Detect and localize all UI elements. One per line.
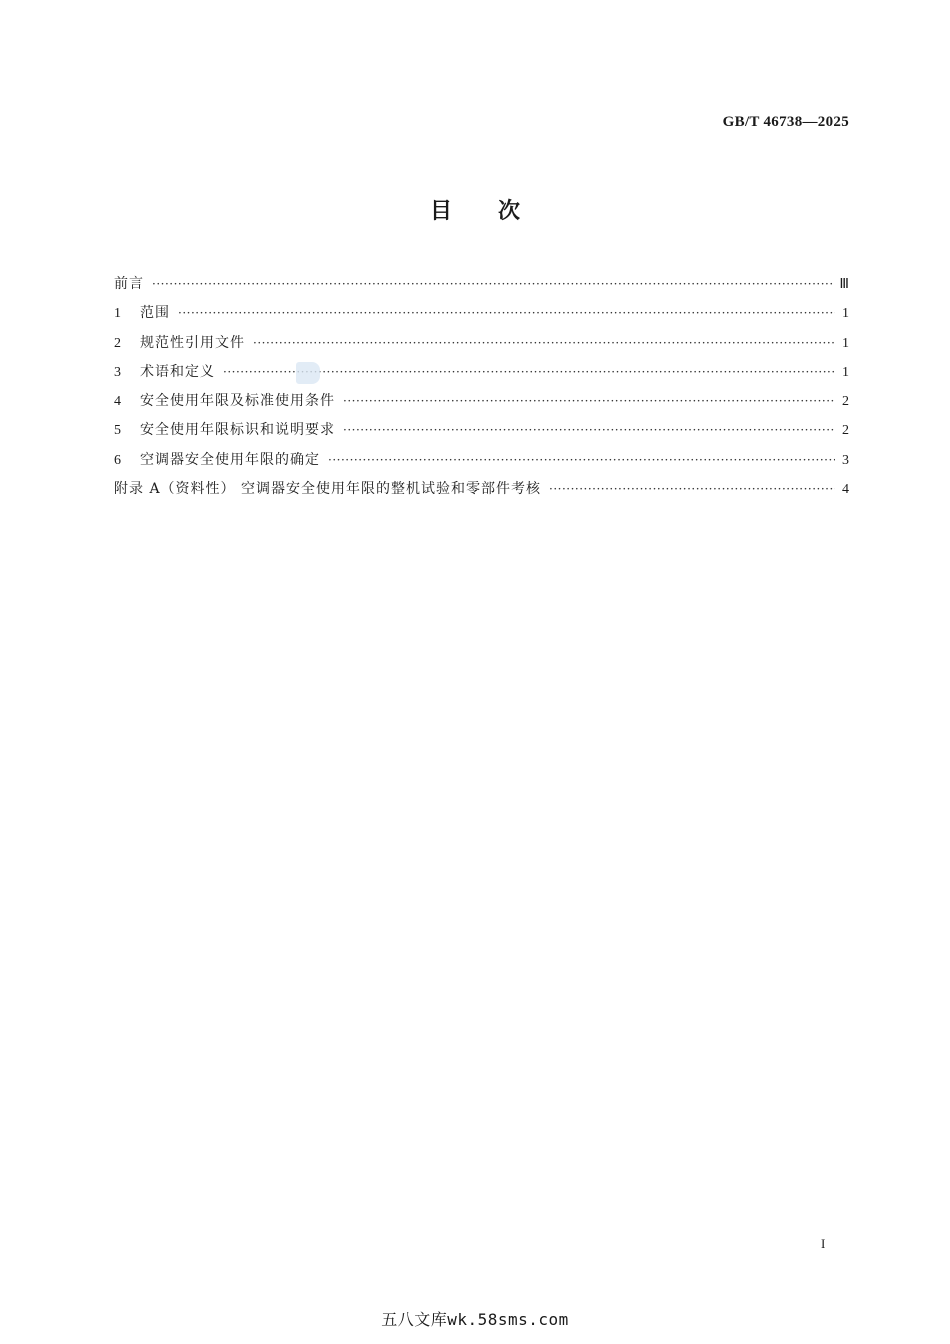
watermark-logo-icon [296, 362, 320, 384]
toc-entry-page: 2 [842, 423, 849, 439]
toc-leader-dots [328, 446, 835, 475]
toc-leader-dots [178, 299, 835, 328]
footer-watermark-text: 五八文库wk.58sms.com [381, 1310, 569, 1329]
toc-entry-6[interactable] [114, 446, 849, 475]
toc-entry-4[interactable] [114, 387, 849, 416]
toc-entry-label: 附录 A（资料性） 空调器安全使用年限的整机试验和零部件考核 [114, 481, 542, 498]
toc-leader-dots [549, 475, 835, 504]
toc-entry-5[interactable] [114, 416, 849, 445]
toc-entry-page: 1 [842, 364, 849, 380]
toc-entry-number: 1 [114, 306, 121, 322]
toc-entry-page: 1 [842, 335, 849, 351]
toc-leader-dots [152, 270, 833, 299]
toc-entry-label: 前言 [114, 276, 144, 292]
toc-entry-page: 4 [842, 482, 849, 498]
toc-entry-label: 安全使用年限及标准使用条件 [140, 393, 335, 410]
toc-entry-label: 安全使用年限标识和说明要求 [140, 422, 335, 439]
page-number: I [821, 1236, 826, 1251]
toc-entry-number: 2 [114, 335, 121, 351]
standard-code: GB/T 46738—2025 [722, 114, 849, 130]
toc-entry-2[interactable] [114, 329, 849, 358]
toc-leader-dots [343, 416, 835, 445]
toc-leader-dots [253, 329, 835, 358]
table-of-contents [114, 270, 849, 504]
toc-entry-label: 范围 [140, 305, 170, 322]
toc-leader-dots [343, 387, 835, 416]
toc-entry-page: 3 [842, 452, 849, 468]
toc-entry-label: 空调器安全使用年限的确定 [140, 451, 320, 468]
toc-entry-3[interactable] [114, 358, 849, 387]
toc-entry-label: 规范性引用文件 [140, 334, 245, 351]
toc-entry-number: 3 [114, 364, 121, 380]
toc-entry-page: Ⅲ [839, 277, 849, 292]
page-title: 目次 [429, 199, 566, 224]
toc-entry-number: 5 [114, 423, 121, 439]
toc-entry-appendix-a[interactable] [114, 475, 849, 504]
toc-entry-page: 2 [842, 394, 849, 410]
toc-entry-preface[interactable] [114, 270, 849, 299]
toc-entry-label: 术语和定义 [140, 363, 215, 380]
toc-entry-number: 6 [114, 452, 121, 468]
toc-entry-number: 4 [114, 394, 121, 410]
toc-entry-1[interactable] [114, 299, 849, 328]
toc-entry-page: 1 [842, 306, 849, 322]
